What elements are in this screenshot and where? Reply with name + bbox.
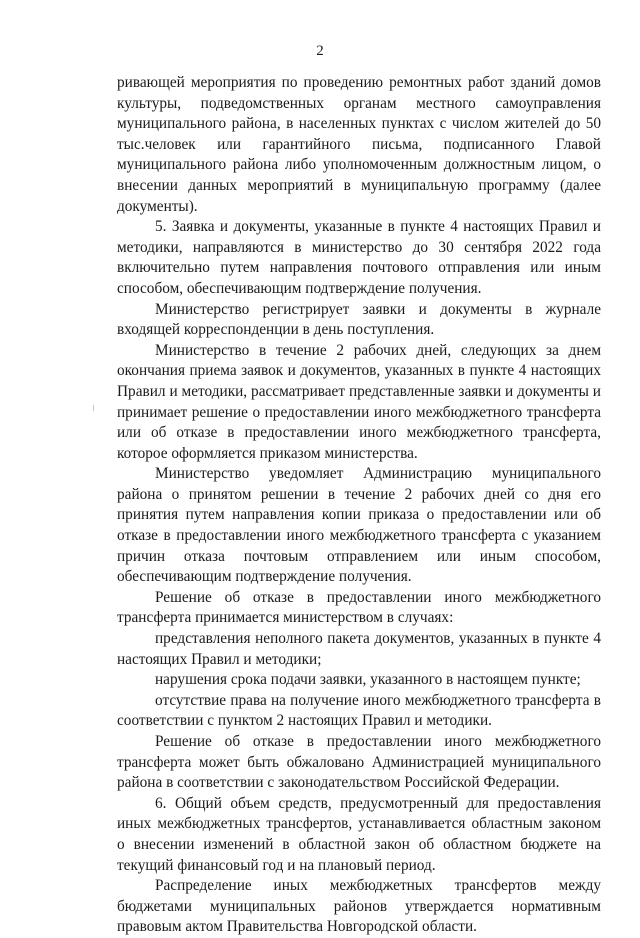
list-item: нарушения срока подачи заявки, указанного в настоящем пункте; (155, 671, 581, 689)
paragraph: 5. Заявка и документы, указанные в пункте 4 настоящих Правил и методики, направляются в министерство до 30 сентября 2022 года включительно путем направления почтового отправления или иным способом, обеспечивающим подтверждение получения. (117, 218, 601, 297)
list-item: представления неполного пакета документов, указанных в пункте 4 настоящих Правил и методики; (117, 630, 601, 668)
paragraph: 6. Общий объем средств, предусмотренный для предоставления иных межбюджетных трансфертов, устанавливается областным законом о внесении изменений в областной закон об областном бюджете на текущий финансовый год и на плановый период. (117, 794, 601, 874)
paragraph: Министерство регистрирует заявки и документы в журнале входящей корреспонденции в день поступления. (117, 300, 601, 339)
paragraph: Распределение иных межбюджетных трансфертов между бюджетами муниципальных районов утверждается нормативным правовым актом Правительства Новгородской области. (117, 877, 601, 936)
page-number: 2 (316, 43, 324, 59)
paragraph: Министерство в течение 2 рабочих дней, следующих за днем окончания приема заявок и документов, указанных в пункте 4 настоящих Правил и методики, рассматривает представленные заявки и документы и принимает решение о предоставлении иного межбюджетного трансферта или об отказе в предоставлении иного межбюджетного трансферта, которое оформляется приказом министерства. (117, 341, 601, 462)
document-body (117, 73, 601, 938)
paragraph: Решение об отказе в предоставлении иного межбюджетного трансферта принимается министерством в случаях: (117, 588, 601, 627)
paragraph: ривающей мероприятия по проведению ремонтных работ зданий домов культуры, подведомственных органам местного самоуправления муниципального района, в населенных пунктах с числом жителей до 50 тыс.человек или гарантийного письма, подписанного Главой муниципального района либо уполномоченным должностным лицом, о внесении данных мероприятий в муниципальную программу (далее документы). (117, 74, 601, 215)
margin-mark (93, 405, 94, 411)
list-item: отсутствие права на получение иного межбюджетного трансферта в соответствии с пунктом 2 настоящих Правил и методики. (117, 691, 601, 730)
paragraph: Решение об отказе в предоставлении иного межбюджетного трансферта может быть обжаловано Администрацией муниципального района в соответствии с законодательством Российской Федерации. (117, 733, 601, 792)
paragraph: Министерство уведомляет Администрацию муниципального района о принятом решении в течение 2 рабочих дней со дня его принятия путем направления копии приказа о предоставлении или об отказе в предоставлении иного межбюджетного трансферта с указанием причин отказа почтовым отправлением или иным способом, обеспечивающим подтверждение получения. (117, 465, 601, 586)
